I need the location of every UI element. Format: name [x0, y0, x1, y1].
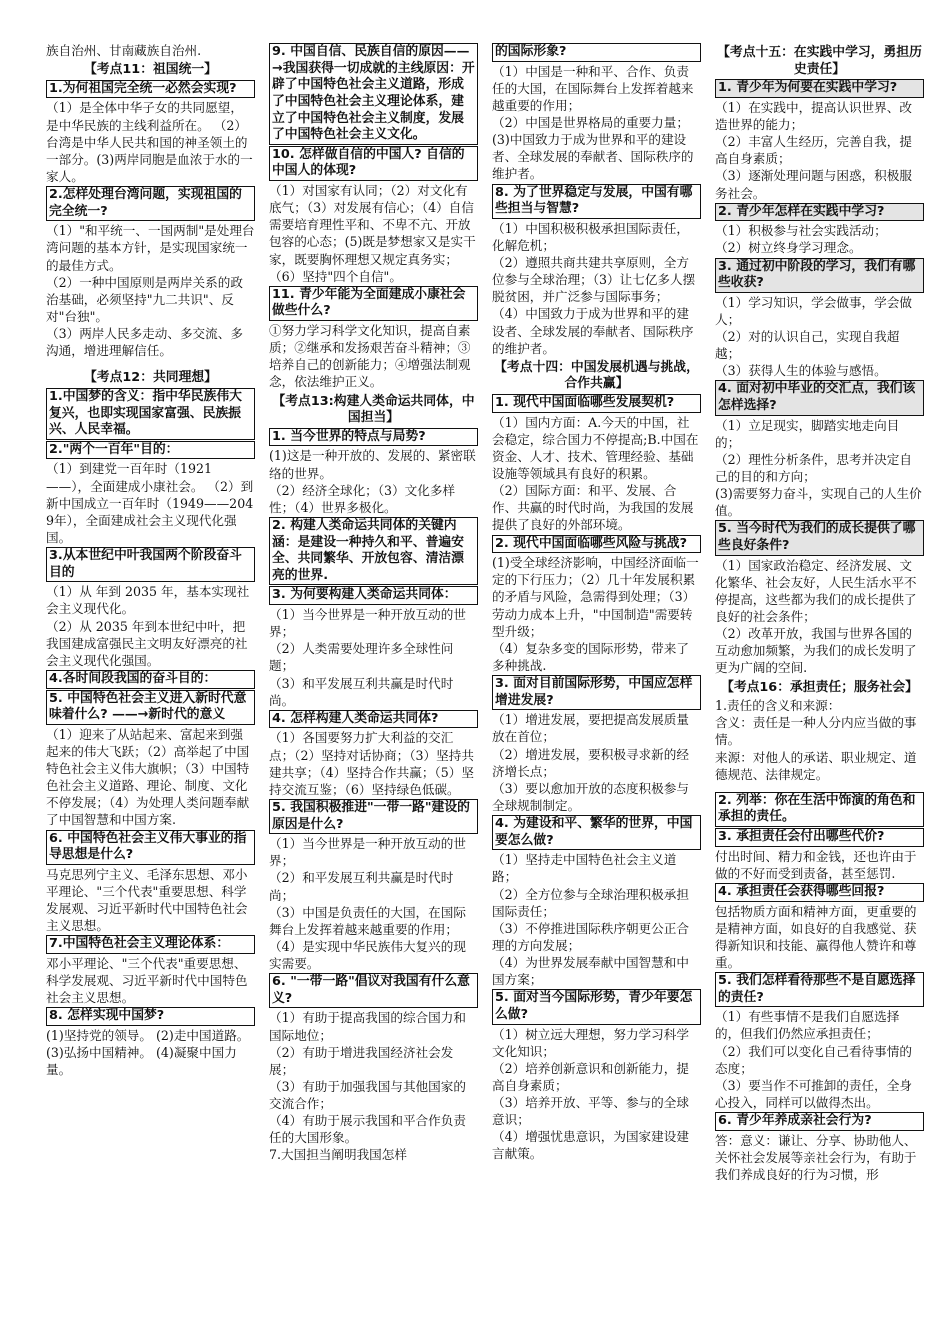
question-heading: 6. 中国特色社会主义伟大事业的指导思想是什么?	[46, 830, 255, 865]
answer-text: （2）对的认识自己，实现自我超越；	[715, 329, 900, 362]
answer-text: （1）中国是一种和平、合作、负责任的大国，在国际舞台上发挥着越来越重要的作用；	[492, 63, 694, 113]
answer-text: （3）有助于加强我国与其他国家的交流合作；	[269, 1078, 466, 1111]
answer-text: （1）国家政治稳定、经济发展、文化繁华、社会友好，人民生活水平不停提高，这些都为我们的成长提供了良好的社会条件；	[715, 557, 917, 624]
answer-text: （2）一种中国原则是两岸关系的政治基础，必须坚持"九二共识"、反对"台独"。	[46, 274, 243, 324]
answer-text: （4）中国致力于成为世界和平的建设者、全球发展的奉献者、国际秩序的维护者。	[492, 306, 694, 356]
question-heading: 6. "一带一路"倡议对我国有什么意义?	[269, 973, 478, 1008]
question-heading: 4. 承担责任会获得哪些回报?	[715, 883, 924, 902]
answer-text: （2）理性分析条件，思考并决定自己的目的和方向；	[715, 451, 912, 484]
answer-text: (3)中国致力于成为世界和平的建设者、全球发展的奉献者、国际秩序的维护者。	[492, 132, 694, 182]
answer-text: 马克思列宁主义、毛泽东思想、邓小平理论、"三个代表"重要思想、科学发展观、习近平新时代中国特色社会主义思想。	[46, 866, 248, 934]
answer-text: (1)这是一种开放的、发展的、紧密联络的世界。	[269, 448, 476, 481]
answer-text: （1）迎来了从站起来、富起来到强起来的伟大飞跃；（2）高举起了中国特色社会主义伟大旗帜；（3）中国特色社会主义道路、理论、制度、文化不停发展；（4）为处理人类问题奉献了中国智慧和中国方案.	[46, 726, 250, 828]
answer-text: （2）和平发展互利共赢是时代时尚；	[269, 870, 454, 903]
answer-text: （1）树立远大理想，努力学习科学文化知识；	[492, 1026, 689, 1059]
answer-text: （2）国际方面：和平、发展、合作、共赢的时代时尚，为我国的发展提供了良好的外部环境。	[492, 483, 694, 533]
answer-text: （4）增强忧患意识，为国家建设建言献策。	[492, 1129, 689, 1162]
answer-text: （2）中国是世界格局的重要力量；	[492, 115, 689, 130]
column-4	[715, 42, 924, 1332]
answer-text: （1）坚持走中国特色社会主义道路；	[492, 852, 677, 885]
question-heading: 9. 中国自信、民族自信的原因——→我国获得一切成就的主线原因：开辟了中国特色社会主义道路，形成了中国特色社会主义理论体系，建立了中国特色社会主义制度，发展了中国特色社会主义文化。	[269, 43, 478, 145]
question-heading: 2. 构建人类命运共同体的关键内涵：是建设一种持久和平、普遍安全、共同繁华、开放包容、清洁漂亮的世界.	[269, 517, 478, 586]
answer-text: (1)坚持党的领导。 (2)走中国道路。 (3)弘扬中国精神。 (4)凝聚中国力量。	[46, 1027, 254, 1078]
answer-text: (3)需要努力奋斗，实现自己的人生价值。	[715, 486, 922, 519]
answer-text: （1）有些事情不是我们自愿选择的，但我们仍然应承担责任；	[715, 1009, 900, 1042]
answer-text: （3）要以愈加开放的态度积极参与全球规制制定。	[492, 780, 689, 813]
answer-text: （2）改革开放，我国与世界各国的互动愈加频繁，为我们的成长发明了更为广阔的空间.	[715, 626, 917, 676]
column-1	[46, 42, 255, 1332]
answer-text: （1）对国家有认同；（2）对文化有底气；（3）对发展有信心；（4）自信需要培育理性平和、不卑不亢、开放包容的心态；(5)既是梦想家又是实干家，既要胸怀理想又规定真务实；	[269, 183, 476, 267]
question-heading: 1.中国梦的含义：指中华民族伟大复兴，也即实现国家富强、民族振兴、人民幸福。	[46, 388, 255, 440]
answer-text: 答：意义：谦让、分享、协助他人、关怀社会发展等亲社会行为，有助于我们养成良好的行为习惯，形	[715, 1132, 917, 1182]
question-heading: 5. 我国积极推进"一带一路"建设的原因是什么?	[269, 799, 478, 834]
question-heading: 5. 当今时代为我们的成长提供了哪些良好条件?	[715, 520, 924, 555]
answer-text: 付出时间、精力和金钱，还也许由于做的不好而受到责备，甚至惩罚.	[715, 848, 917, 881]
answer-text: 邓小平理论、"三个代表"重要思想、科学发展观、习近平新时代中国特色社会主义思想。	[46, 955, 248, 1006]
section-heading: 【考点十五：在实践中学习，勇担历史责任】	[717, 45, 922, 77]
answer-text: （1）有助于提高我国的综合国力和国际地位；	[269, 1010, 466, 1043]
spacer	[46, 359, 255, 367]
answer-text: （1）到建党一百年时（1921——），全面建成小康社会。 （2）到新中国成立一百年时（1949——2049年），全面建成社会主义现代化强国。	[46, 461, 254, 545]
question-heading: 8. 怎样实现中国梦?	[46, 1007, 255, 1026]
answer-text: （6）坚持"四个自信"。	[269, 268, 402, 284]
question-heading: 2. 青少年怎样在实践中学习?	[715, 203, 924, 222]
question-heading: 的国际形象?	[492, 43, 701, 62]
spacer	[715, 783, 924, 791]
question-heading: 2.怎样处理台湾问题，实现祖国的完全统一?	[46, 186, 255, 221]
answer-text: （3）两岸人民多走动、多交流、多沟通，增进理解信任。	[46, 326, 243, 359]
question-heading: 2. 列举：你在生活中饰演的角色和承担的责任。	[715, 792, 924, 827]
question-heading: 8. 为了世界稳定与发展，中国有哪些担当与智慧?	[492, 184, 701, 219]
answer-text: （2）增进发展，要积极寻求新的经济增长点；	[492, 746, 689, 779]
question-heading: 7.中国特色社会主义理论体系：	[46, 935, 255, 954]
column-3	[492, 42, 701, 1332]
answer-text: （3）和平发展互利共赢是时代时尚。	[269, 675, 454, 708]
answer-text: ①努力学习科学文化知识，提高自素质；②继承和发扬艰苦奋斗精神；③培养自己的创新能力；④增强法制观念，依法维护正义。	[269, 323, 471, 390]
answer-text: （2）培养创新意识和创新能力，提高自身素质；	[492, 1060, 689, 1093]
question-heading: 1. 当今世界的特点与局势?	[269, 428, 478, 447]
question-heading: 1. 青少年为何要在实践中学习?	[715, 79, 924, 98]
answer-text: （3）获得人生的体验与感悟。	[715, 363, 887, 379]
section-heading: 【考点12：共同理想】	[84, 370, 217, 386]
answer-text: （1）从 年到 2035 年，基本实现社会主义现代化。	[46, 584, 250, 617]
answer-text: 1.责任的含义和来源：	[715, 698, 841, 714]
question-heading: 4. 面对初中毕业的交汇点，我们该怎样选择?	[715, 380, 924, 415]
answer-text: （4）为世界发展奉献中国智慧和中国方案；	[492, 955, 689, 988]
question-heading: 3.从本世纪中叶我国两个阶段奋斗目的	[46, 547, 255, 582]
question-heading: 1.为何祖国完全统一必然会实现?	[46, 80, 255, 99]
answer-text: （2）从 2035 年到本世纪中叶，把我国建成富强民主文明友好漂亮的社会主义现代化强国。	[46, 618, 248, 668]
answer-text: （4）有助于展示我国和平合作负责任的大国形象。	[269, 1113, 466, 1146]
answer-text: （2）有助于增进我国经济社会发展；	[269, 1044, 454, 1077]
question-heading: 4.各时间段我国的奋斗目的：	[46, 670, 255, 689]
answer-text: （2）树立终身学习理念。	[715, 240, 862, 256]
answer-text: （3）中国是负责任的大国，在国际舞台上发挥着越来越重要的作用；	[269, 904, 466, 937]
answer-text: （1）积极参与社会实践活动；	[715, 223, 887, 239]
question-heading: 6. 青少年养成亲社会行为?	[715, 1112, 924, 1131]
question-heading: 5. 我们怎样看待那些不是自愿选择的责任?	[715, 972, 924, 1007]
section-heading: 【考点11：祖国统一】	[84, 62, 217, 78]
section-heading: 【考点16：承担责任；服务社会】	[721, 679, 918, 695]
answer-text: （3）不停推进国际秩序朝更公正合理的方向发展；	[492, 920, 689, 953]
answer-text: （2）遵照共商共建共享原则，全方位参与全球治理；（3）让七亿多人摆脱贫困，并广泛参与国际事务；	[492, 255, 696, 305]
answer-text: （2）经济全球化；（3）文化多样性；（4）世界多极化。	[269, 482, 456, 515]
answer-text: （3）逐渐处理问题与困惑，积极服务社会。	[715, 168, 912, 201]
answer-text: （1）中国积极积极承担国际责任，化解危机；	[492, 220, 689, 253]
answer-text: （1）是全体中华子女的共同愿望，是中华民族的主线利益所在。 （2）台湾是中华人民共和国的神圣领土的一部分。(3)两岸同胞是血浓于水的一家人。	[46, 100, 253, 184]
answer-text: （1）学习知识，学会做事，学会做人；	[715, 294, 912, 327]
answer-text: （1）国内方面：A.今天的中国，社会稳定，综合国力不停提高;B.中国在资金、人才、技术、管理经验、基础设施等领域具有良好的积累。	[492, 414, 699, 481]
column-2	[269, 42, 478, 1332]
answer-text: （3）要当作不可推卸的责任，全身心投入，同样可以做得杰出。	[715, 1077, 912, 1110]
answer-text: （1）立足现实，脚踏实地走向目的；	[715, 417, 900, 450]
answer-text: 7.大国担当阐明我国怎样	[269, 1147, 407, 1163]
answer-text: （3）培养开放、平等、参与的全球意识；	[492, 1095, 689, 1128]
answer-text: （1）各国要努力扩大利益的交汇点；（2）坚持对话协商；（3）坚持共建共享；（4）坚持合作共赢；（5）坚持交流互鉴；（6）坚持绿色低碳。	[269, 730, 474, 797]
question-heading: 5. 面对当今国际形势，青少年要怎么做?	[492, 989, 701, 1024]
answer-text: （1）当今世界是一种开放互动的世界；	[269, 836, 466, 869]
question-heading: 1. 现代中国面临哪些发展契机?	[492, 394, 701, 413]
answer-text: （2）丰富人生经历，完善自我，提高自身素质；	[715, 134, 912, 167]
question-heading: 3. 通过初中阶段的学习，我们有哪些收获?	[715, 258, 924, 293]
question-heading: 3. 为何要构建人类命运共同体：	[269, 586, 478, 605]
answer-text: 来源：对他人的承诺、职业规定、道德规范、法律规定。	[715, 749, 917, 782]
answer-text: （2）全方位参与全球治理积极承担国际责任；	[492, 886, 689, 919]
question-heading: 2. 现代中国面临哪些风险与挑战?	[492, 535, 701, 554]
question-heading: 3. 面对目前国际形势，中国应怎样增进发展?	[492, 675, 701, 710]
answer-text: （1）增进发展，要把提高发展质量放在首位；	[492, 712, 689, 745]
question-heading: 2."两个一百年"目的：	[46, 441, 255, 460]
answer-text: （2）我们可以变化自己看待事情的态度；	[715, 1043, 912, 1076]
answer-text: （4）复杂多变的国际形势，带来了多种挑战.	[492, 640, 689, 673]
answer-text: （1）当今世界是一种开放互动的世界；	[269, 607, 466, 640]
answer-text: (1)受全球经济影响，中国经济面临一定的下行压力；（2）几十年发展积累的矛盾与风险，急需得到处理；（3）劳动力成本上升，"中国制造"需要转型升级；	[492, 555, 699, 639]
section-heading: 【考点13:构建人类命运共同体，中国担当】	[272, 393, 475, 426]
question-heading: 11. 青少年能为全面建成小康社会做些什么?	[269, 286, 478, 321]
section-heading: 【考点十四：中国发展机遇与挑战，合作共赢】	[494, 359, 699, 392]
answer-text: （1）在实践中，提高认识世界、改造世界的能力；	[715, 99, 912, 132]
answer-text: （1）"和平统一、一国两制"是处理台湾问题的基本方针，是实现国家统一的最佳方式。	[46, 223, 255, 273]
question-heading: 4. 为建设和平、繁华的世界，中国要怎么做?	[492, 815, 701, 850]
answer-text: 族自治州、甘南藏族自治州.	[46, 43, 202, 58]
question-heading: 10. 怎样做自信的中国人? 自信的中国人的体现?	[269, 146, 478, 181]
answer-text: 含义：责任是一种人分内应当做的事情。	[715, 715, 917, 748]
question-heading: 3. 承担责任会付出哪些代价?	[715, 828, 924, 847]
answer-text: 包括物质方面和精神方面，更重要的是精神方面，如良好的自我感觉、获得新知识和技能、赢得他人赞许和尊重。	[715, 903, 917, 970]
question-heading: 5. 中国特色社会主义进入新时代意味着什么? ——→新时代的意义	[46, 690, 255, 725]
answer-text: （2）人类需要处理许多全球性问题；	[269, 641, 454, 674]
question-heading: 4. 怎样构建人类命运共同体?	[269, 710, 478, 729]
answer-text: （4）是实现中华民族伟大复兴的现实需要。	[269, 938, 466, 971]
